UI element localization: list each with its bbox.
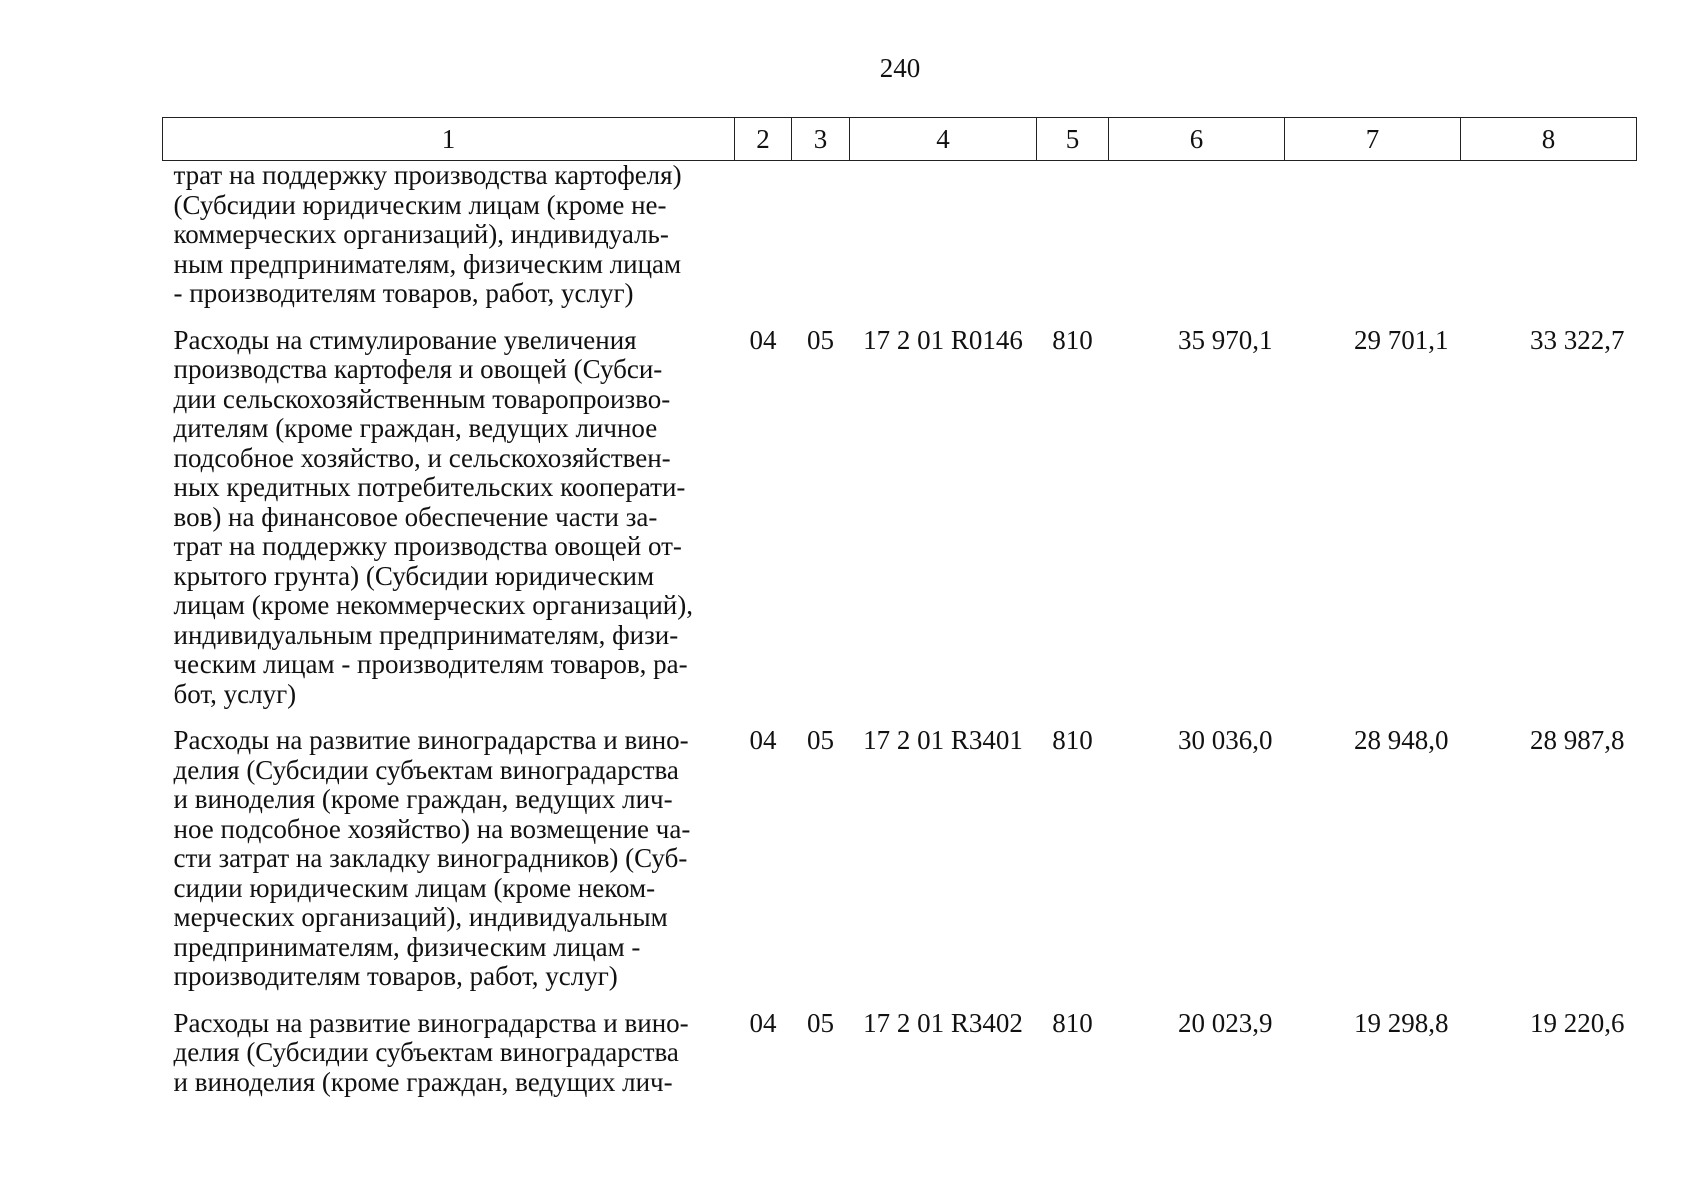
subsection-code	[792, 161, 850, 323]
expense-type-code: 810	[1052, 1007, 1093, 1038]
amount-col-6	[1109, 161, 1285, 323]
expense-description	[163, 723, 735, 1006]
amount-col-8: 19 220,6	[1530, 1007, 1625, 1038]
description-line: мерческих организаций), индивидуальным	[173, 902, 668, 932]
subsection-code: 05	[807, 725, 834, 755]
amount-col-8	[1461, 161, 1637, 323]
description-line: Расходы на развитие виноградарства и вино-	[173, 725, 689, 755]
description-line: делия (Субсидии субъектам виноградарства	[173, 754, 679, 785]
section-code: 04	[749, 1007, 777, 1038]
target-article-code: 17 2 01 R0146	[863, 324, 1023, 355]
column-header-7: 7	[1285, 118, 1461, 161]
target-article-code: 17 2 01 R3402	[863, 1007, 1023, 1038]
description-line: сидии юридическим лицам (кроме неком-	[173, 872, 656, 903]
description-line: дителям (кроме граждан, ведущих личное	[173, 413, 658, 443]
description-line: ное подсобное хозяйство) на возмещение ча-	[173, 813, 691, 844]
table-row	[163, 1006, 1637, 1112]
amount-col-7	[1285, 161, 1461, 323]
amount-col-6: 20 023,9	[1178, 1007, 1273, 1038]
description-line: Расходы на развитие виноградарства и вино-	[173, 1007, 689, 1038]
amount-col-6: 30 036,0	[1178, 725, 1273, 755]
column-header-6: 6	[1109, 118, 1285, 161]
column-header-2: 2	[735, 118, 792, 161]
description-line: (Субсидии юридическим лицам (кроме не-	[173, 189, 667, 220]
expense-type-code	[1037, 161, 1109, 323]
column-header-8: 8	[1461, 118, 1637, 161]
expense-type-code: 810	[1052, 324, 1093, 355]
section-code: 04	[749, 725, 777, 755]
description-line: производства картофеля и овощей (Субси-	[173, 354, 663, 384]
description-line: производителям товаров, работ, услуг)	[173, 961, 618, 991]
page-number: 240	[879, 53, 921, 83]
table-row	[163, 323, 1637, 724]
section-code	[735, 161, 792, 323]
description-line: предпринимателям, физическим лицам -	[173, 931, 641, 962]
amount-col-7: 19 298,8	[1354, 1007, 1449, 1038]
description-line: подсобное хозяйство, и сельскохозяйствен-	[173, 442, 671, 473]
budget-table	[162, 117, 1637, 1111]
description-line: коммерческих организаций), индивидуаль-	[173, 219, 669, 249]
description-line: трат на поддержку производства овощей от-	[173, 531, 682, 561]
column-header-1: 1	[163, 118, 735, 161]
subsection-code: 05	[807, 1007, 834, 1038]
amount-col-8: 33 322,7	[1530, 324, 1625, 355]
description-line: ческим лицам - производителям товаров, ра-	[173, 649, 688, 679]
description-line: ных кредитных потребительских кооперати-	[173, 472, 686, 502]
table-row	[163, 723, 1637, 1006]
expense-description	[163, 161, 735, 323]
target-article-code: 17 2 01 R3401	[863, 725, 1023, 755]
description-line: Расходы на стимулирование увеличения	[173, 324, 637, 355]
expense-type-code: 810	[1052, 725, 1093, 755]
description-line: и виноделия (кроме граждан, ведущих лич-	[173, 1066, 673, 1097]
section-code: 04	[749, 324, 777, 355]
description-line: сти затрат на закладку виноградников) (Суб-	[173, 843, 688, 873]
amount-col-7: 29 701,1	[1354, 324, 1449, 355]
description-line: - производителям товаров, работ, услуг)	[173, 278, 634, 308]
column-header-5: 5	[1037, 118, 1109, 161]
description-line: дии сельскохозяйственным товаропроизво-	[173, 383, 671, 414]
amount-col-6: 35 970,1	[1178, 324, 1273, 355]
column-header-4: 4	[850, 118, 1037, 161]
description-line: бот, услуг)	[173, 678, 297, 709]
description-line: крытого грунта) (Субсидии юридическим	[173, 560, 655, 591]
amount-col-8: 28 987,8	[1530, 725, 1625, 755]
table-header-row	[163, 118, 1637, 161]
description-line: и виноделия (кроме граждан, ведущих лич-	[173, 784, 673, 814]
column-header-3: 3	[792, 118, 850, 161]
amount-col-7: 28 948,0	[1354, 725, 1449, 755]
target-article-code	[850, 161, 1037, 323]
description-line: трат на поддержку производства картофеля)	[173, 160, 682, 190]
subsection-code: 05	[807, 324, 834, 355]
description-line: индивидуальным предпринимателям, физи-	[173, 619, 679, 650]
table-row	[163, 161, 1637, 323]
expense-description	[163, 1006, 735, 1112]
description-line: делия (Субсидии субъектам виноградарства	[173, 1037, 679, 1067]
expense-description	[163, 323, 735, 724]
description-line: вов) на финансовое обеспечение части за-	[173, 501, 658, 532]
description-line: лицам (кроме некоммерческих организаций),	[173, 590, 693, 620]
description-line: ным предпринимателям, физическим лицам	[173, 248, 682, 279]
